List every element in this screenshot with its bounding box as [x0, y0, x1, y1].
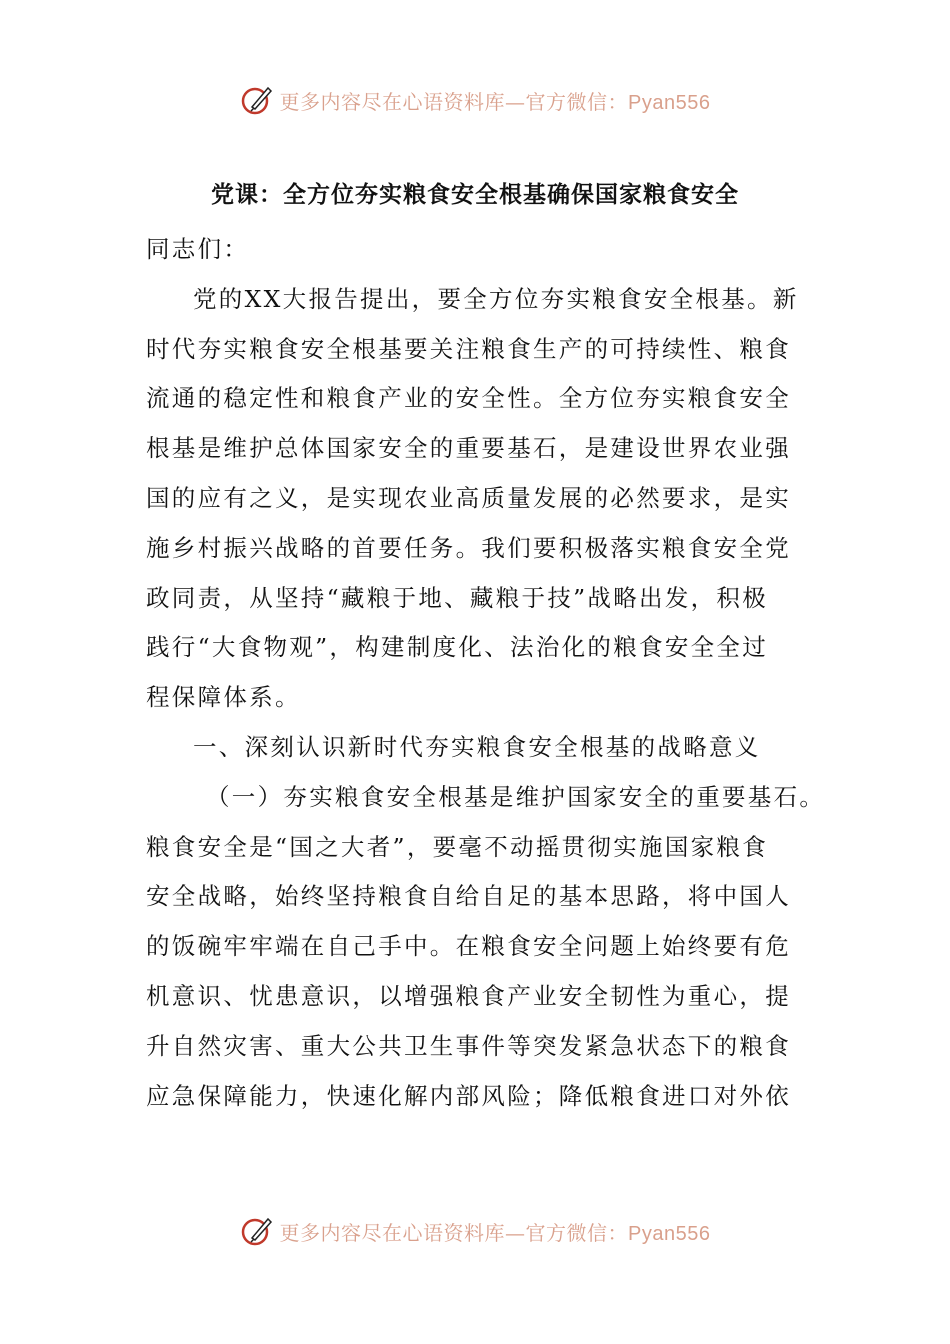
- paragraph-line: 党的XX大报告提出，要全方位夯实粮食安全根基。新: [193, 284, 799, 313]
- header-watermark: [0, 80, 950, 120]
- paragraph-line: 国的应有之义，是实现农业高质量发展的必然要求，是实: [146, 483, 791, 512]
- section-heading: 一、深刻认识新时代夯实粮食安全根基的战略意义: [193, 732, 761, 761]
- watermark-separator: —: [505, 1220, 526, 1245]
- page-title: 党课：全方位夯实粮食安全根基确保国家粮食安全: [211, 182, 739, 208]
- watermark-wechat-id: Pyan556: [628, 91, 711, 114]
- quill-pen-logo-icon: [240, 1214, 274, 1248]
- paragraph-line: 应急保障能力，快速化解内部风险；降低粮食进口对外依: [146, 1081, 791, 1110]
- paragraph-line: 流通的稳定性和粮食产业的安全性。全方位夯实粮食安全: [146, 384, 791, 413]
- watermark-main-text: 更多内容尽在心语资料库: [279, 89, 506, 114]
- paragraph-line: 施乡村振兴战略的首要任务。我们要积极落实粮食安全党: [146, 533, 791, 562]
- paragraph-line: 程保障体系。: [146, 683, 301, 712]
- watermark-text: [280, 86, 711, 115]
- watermark-main-text: 更多内容尽在心语资料库: [279, 1220, 506, 1245]
- watermark-wechat-label: 官方微信：: [525, 1220, 629, 1245]
- paragraph-line: 机意识、忧患意识，以增强粮食产业安全韧性为重心，提: [146, 981, 791, 1010]
- paragraph-line: 根基是维护总体国家安全的重要基石，是建设世界农业强: [146, 434, 791, 463]
- document-body: [146, 225, 826, 1121]
- watermark-separator: —: [505, 89, 526, 114]
- paragraph-line: 时代夯实粮食安全根基要关注粮食生产的可持续性、粮食: [146, 334, 791, 363]
- footer-watermark: [0, 1211, 950, 1251]
- watermark-wechat-label: 官方微信：: [525, 89, 629, 114]
- paragraph-line: 粮食安全是“国之大者”，要毫不动摇贯彻实施国家粮食: [146, 832, 769, 861]
- salutation: 同志们：: [146, 235, 250, 263]
- paragraph-line: 的饭碗牢牢端在自己手中。在粮食安全问题上始终要有危: [146, 932, 791, 961]
- watermark-text: [280, 1217, 711, 1246]
- quill-pen-logo-icon: [240, 83, 274, 117]
- watermark-wechat-id: Pyan556: [628, 1222, 711, 1245]
- paragraph-line: 践行“大食物观”，构建制度化、法治化的粮食安全全过: [146, 633, 769, 662]
- subsection-heading: （一）夯实粮食安全根基是维护国家安全的重要基石。: [206, 782, 826, 811]
- paragraph-line: 升自然灾害、重大公共卫生事件等突发紧急状态下的粮食: [146, 1031, 791, 1060]
- paragraph-line: 政同责，从坚持“藏粮于地、藏粮于技”战略出发，积极: [146, 583, 769, 612]
- paragraph-line: 安全战略，始终坚持粮食自给自足的基本思路，将中国人: [146, 882, 791, 911]
